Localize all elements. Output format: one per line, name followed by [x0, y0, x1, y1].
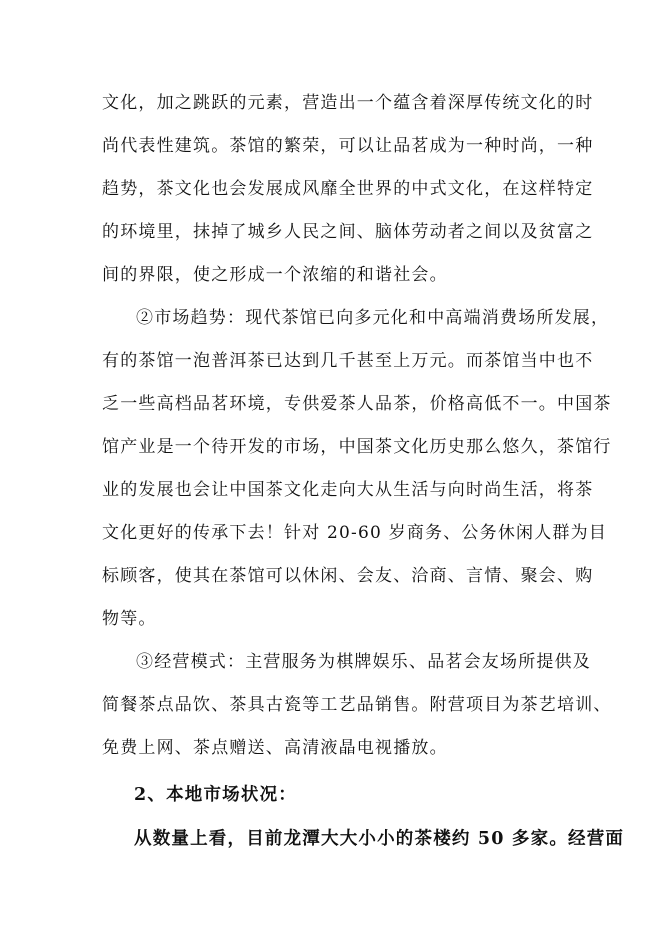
list-item-market-trend: ②市场趋势：现代茶馆已向多元化和中高端消费场所发展，: [136, 308, 610, 328]
text-line-3: 趋势，茶文化也会发展成风靡全世界的中式文化，在这样特定: [102, 179, 594, 199]
text-line-16: 免费上网、茶点赠送、高清液晶电视播放。: [102, 738, 448, 758]
text-line-10: 业的发展也会让中国茶文化走向大从生活与向时尚生活，将茶: [102, 480, 594, 500]
text-line-8: 乏一些高档品茗环境，专供爱茶人品茶，价格高低不一。中国茶: [102, 394, 612, 414]
text-line-18: 从数量上看，目前龙潭大大小小的茶楼约 50 多家。经营面: [134, 829, 625, 849]
text-line-2: 尚代表性建筑。茶馆的繁荣，可以让品茗成为一种时尚，一种: [102, 136, 594, 156]
section-heading-local-market: 2、本地市场状况：: [134, 785, 297, 805]
text-line-13: 物等。: [102, 609, 157, 629]
text-line-11: 文化更好的传承下去！针对 20-60 岁商务、公务休闲人群为目: [102, 523, 608, 543]
text-line-5: 间的界限，使之形成一个浓缩的和谐社会。: [102, 265, 448, 285]
text-line-12: 标顾客，使其在茶馆可以休闲、会友、洽商、言情、聚会、购: [102, 566, 594, 586]
text-line-9: 馆产业是一个待开发的市场，中国茶文化历史那么悠久，茶馆行: [102, 437, 612, 457]
text-line-7: 有的茶馆一泡普洱茶已达到几千甚至上万元。而茶馆当中也不: [102, 351, 594, 371]
text-line-1: 文化，加之跳跃的元素，营造出一个蕴含着深厚传统文化的时: [102, 93, 594, 113]
text-line-4: 的环境里，抹掉了城乡人民之间、脑体劳动者之间以及贫富之: [102, 222, 594, 242]
list-item-business-model: ③经营模式：主营服务为棋牌娱乐、品茗会友场所提供及: [136, 652, 591, 672]
text-line-15: 简餐茶点品饮、茶具古瓷等工艺品销售。附营项目为茶艺培训、: [102, 695, 612, 715]
